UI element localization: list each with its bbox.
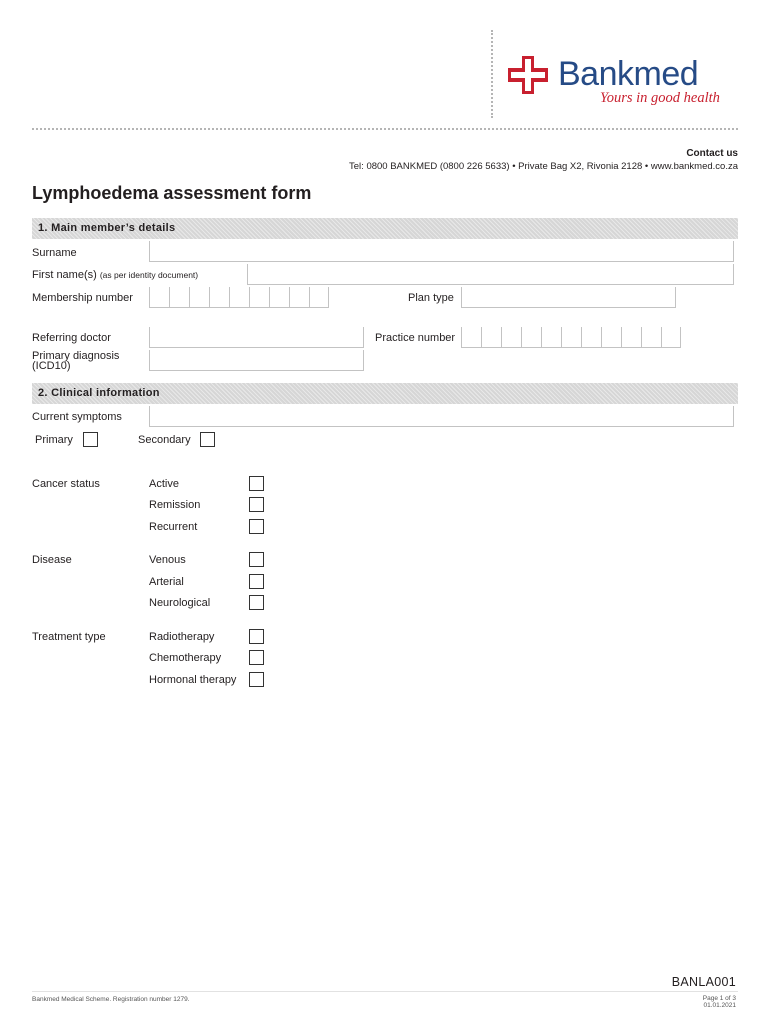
footer-divider: [32, 991, 738, 992]
current-symptoms-label: Current symptoms: [32, 411, 122, 423]
practice-digit-box[interactable]: [661, 327, 681, 348]
primary-checkbox[interactable]: [83, 432, 98, 447]
first-names-label-text: First name(s): [32, 269, 97, 281]
disease-option-arterial: Arterial: [149, 576, 184, 588]
cancer-remission-checkbox[interactable]: [249, 497, 264, 512]
cancer-option-recurrent: Recurrent: [149, 521, 198, 533]
plan-type-field[interactable]: [461, 287, 676, 308]
practice-digit-box[interactable]: [621, 327, 641, 348]
practice-digit-box[interactable]: [641, 327, 661, 348]
treatment-option-chemotherapy: Chemotherapy: [149, 652, 222, 664]
footer-scheme-text: Bankmed Medical Scheme. Registration number 1279.: [32, 996, 190, 1003]
primary-diagnosis-label-line2: (ICD10): [32, 360, 71, 372]
membership-digit-box[interactable]: [229, 287, 249, 308]
surname-field[interactable]: [149, 241, 734, 262]
section-main-member-header: 1. Main member’s details: [32, 218, 738, 239]
contact-details: Tel: 0800 BANKMED (0800 226 5633) • Private Bag X2, Rivonia 2128 • www.bankmed.co.za: [349, 161, 738, 172]
contact-title: Contact us: [686, 148, 738, 159]
referring-doctor-field[interactable]: [149, 327, 364, 348]
cancer-status-label: Cancer status: [32, 478, 100, 490]
practice-digit-box[interactable]: [541, 327, 561, 348]
membership-number-field[interactable]: [149, 287, 329, 308]
cancer-active-checkbox[interactable]: [249, 476, 264, 491]
first-names-label: [32, 269, 198, 282]
treatment-hormonal-checkbox[interactable]: [249, 672, 264, 687]
bankmed-tagline: Yours in good health: [600, 90, 720, 106]
disease-option-neurological: Neurological: [149, 597, 211, 609]
treatment-chemotherapy-checkbox[interactable]: [249, 650, 264, 665]
plan-type-label: Plan type: [408, 292, 454, 304]
section-clinical-header: 2. Clinical information: [32, 383, 738, 404]
practice-digit-box[interactable]: [521, 327, 541, 348]
first-names-field[interactable]: [247, 264, 734, 285]
membership-number-label: Membership number: [32, 292, 133, 304]
practice-digit-box[interactable]: [481, 327, 501, 348]
practice-number-label: Practice number: [375, 332, 456, 344]
secondary-checkbox[interactable]: [200, 432, 215, 447]
primary-diagnosis-field[interactable]: [149, 350, 364, 371]
disease-neurological-checkbox[interactable]: [249, 595, 264, 610]
practice-digit-box[interactable]: [561, 327, 581, 348]
membership-digit-box[interactable]: [169, 287, 189, 308]
form-code: BANLA001: [671, 975, 736, 989]
disease-option-venous: Venous: [149, 554, 186, 566]
header-divider-vertical: [491, 30, 493, 118]
footer-page-info: [703, 995, 736, 1009]
membership-digit-box[interactable]: [149, 287, 169, 308]
cancer-option-active: Active: [149, 478, 179, 490]
disease-arterial-checkbox[interactable]: [249, 574, 264, 589]
disease-label: Disease: [32, 554, 72, 566]
practice-digit-box[interactable]: [601, 327, 621, 348]
practice-number-field[interactable]: [461, 327, 681, 348]
membership-digit-box[interactable]: [189, 287, 209, 308]
first-names-note: (as per identity document): [99, 270, 199, 280]
membership-digit-box[interactable]: [269, 287, 289, 308]
footer-page-number: Page 1 of 3: [702, 995, 736, 1002]
membership-digit-box[interactable]: [249, 287, 269, 308]
cancer-option-remission: Remission: [149, 499, 201, 511]
referring-doctor-label: Referring doctor: [32, 332, 111, 344]
practice-digit-box[interactable]: [461, 327, 481, 348]
practice-digit-box[interactable]: [501, 327, 521, 348]
bankmed-logo-text: Bankmed: [558, 55, 699, 93]
cancer-recurrent-checkbox[interactable]: [249, 519, 264, 534]
bankmed-cross-icon: [508, 56, 548, 94]
treatment-option-radiotherapy: Radiotherapy: [149, 631, 215, 643]
membership-digit-box[interactable]: [309, 287, 329, 308]
current-symptoms-field[interactable]: [149, 406, 734, 427]
surname-label: Surname: [32, 247, 77, 259]
form-title: Lymphoedema assessment form: [32, 183, 312, 203]
treatment-option-hormonal: Hormonal therapy: [149, 674, 237, 686]
primary-diagnosis-label: [32, 351, 119, 371]
treatment-radiotherapy-checkbox[interactable]: [249, 629, 264, 644]
footer-date: 01.01.2021: [703, 1002, 736, 1009]
header-divider-horizontal: [32, 128, 738, 130]
membership-digit-box[interactable]: [209, 287, 229, 308]
practice-digit-box[interactable]: [581, 327, 601, 348]
primary-diagnosis-label-line1: Primary diagnosis: [32, 350, 120, 362]
primary-label: Primary: [35, 434, 73, 446]
treatment-type-label: Treatment type: [32, 631, 106, 643]
membership-digit-box[interactable]: [289, 287, 309, 308]
secondary-label: Secondary: [138, 434, 191, 446]
disease-venous-checkbox[interactable]: [249, 552, 264, 567]
